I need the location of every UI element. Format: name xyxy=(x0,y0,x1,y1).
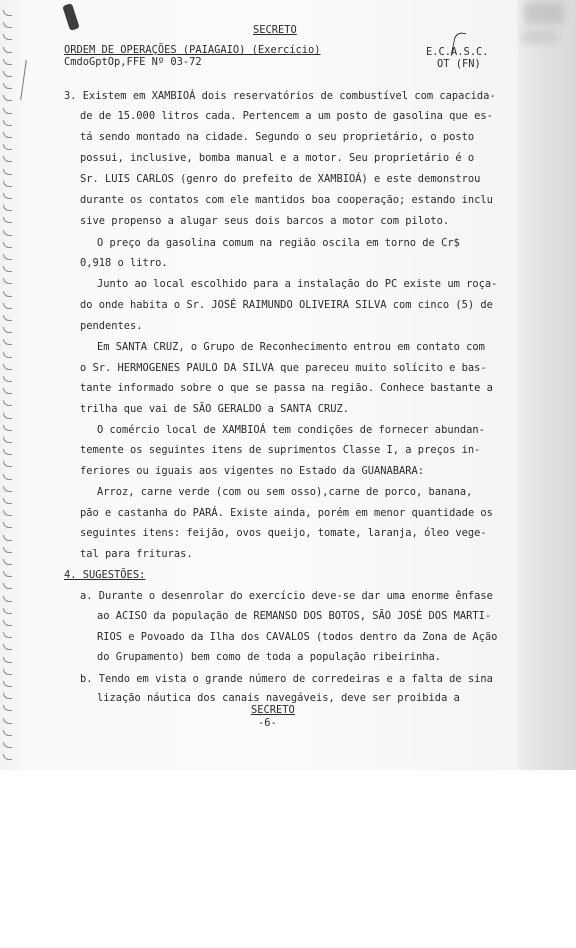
staple-mark xyxy=(62,3,80,31)
binder-ring xyxy=(3,522,12,528)
body-line: a. Durante o desenrolar do exercício deve-se dar uma enorme ênfase xyxy=(80,590,493,602)
binder-ring xyxy=(3,718,12,724)
binder-ring xyxy=(3,657,12,663)
binder-ring xyxy=(3,156,12,162)
body-line: do onde habita o Sr. JOSÉ RAIMUNDO OLIVEIRA SILVA com cinco (5) de xyxy=(80,299,493,311)
binder-ring xyxy=(3,608,12,614)
binder-ring xyxy=(3,498,12,504)
body-line: tante informado sobre o que se passa na região. Conhece bastante a xyxy=(80,382,493,394)
binder-ring xyxy=(3,461,12,467)
body-line: possui, inclusive, bomba manual e a motor. Seu proprietário é o xyxy=(80,152,475,164)
binder-ring xyxy=(3,474,12,480)
binder-ring xyxy=(3,449,12,455)
binder-ring xyxy=(3,47,12,53)
binder-ring xyxy=(3,547,12,553)
binder-ring xyxy=(3,620,12,626)
body-line: Arroz, carne verde (com ou sem osso),carne de porco, banana, xyxy=(97,486,473,498)
binder-ring xyxy=(3,266,12,272)
binder-ring xyxy=(3,693,12,699)
body-line: O preço da gasolina comum na região oscila em torno de Cr$ xyxy=(97,237,460,249)
body-line: pendentes. xyxy=(80,320,143,332)
binder-ring xyxy=(3,571,12,577)
binder-rings xyxy=(0,10,14,770)
body-line: tá sendo montado na cidade. Segundo o seu proprietário, o posto xyxy=(80,131,475,143)
binder-ring xyxy=(3,278,12,284)
body-line: lização náutica dos canais navegáveis, deve ser proibida a xyxy=(97,692,460,704)
blank-area xyxy=(0,770,576,948)
margin-pen-mark xyxy=(20,60,27,100)
binder-ring xyxy=(3,376,12,382)
binder-ring xyxy=(3,632,12,638)
body-line: Junto ao local escolhido para a instalação do PC existe um roça- xyxy=(97,278,498,290)
binder-ring xyxy=(3,510,12,516)
body-line: O comércio local de XAMBIOÁ tem condições de fornecer abundan- xyxy=(97,424,485,436)
body-line: 0,918 o litro. xyxy=(80,257,168,269)
binder-ring xyxy=(3,400,12,406)
body-line: Em SANTA CRUZ, o Grupo de Reconhecimento entrou em contato com xyxy=(97,341,485,353)
order-title: ORDEM DE OPERAÇÕES (PAIAGAIO) (Exercício) xyxy=(64,44,321,56)
binder-ring xyxy=(3,34,12,40)
binder-ring xyxy=(3,303,12,309)
body-line: do Grupamento) bem como de toda a população ribeirinha. xyxy=(97,651,442,663)
classification-bottom: SECRETO xyxy=(251,704,295,716)
body-line: 3. Existem em XAMBIOÁ dois reservatórios de combustível com capacida- xyxy=(64,90,496,102)
binder-ring xyxy=(3,120,12,126)
binder-ring xyxy=(3,205,12,211)
body-line: RIOS e Povoado da Ilha dos CAVALOS (todos dentro da Zona de Ação xyxy=(97,631,498,643)
binder-ring xyxy=(3,754,12,760)
binder-ring xyxy=(3,132,12,138)
binder-ring xyxy=(3,388,12,394)
binder-ring xyxy=(3,230,12,236)
body-line: feriores ou iguais aos vigentes no Estado da GUANABARA: xyxy=(80,465,425,477)
page-edge-shadow xyxy=(518,0,576,770)
binder-ring xyxy=(3,144,12,150)
body-line: Sr. LUIS CARLOS (genro do prefeito de XAMBIOÁ) e este demonstrou xyxy=(80,173,481,185)
binder-ring xyxy=(3,705,12,711)
order-number: CmdoGptOp,FFE Nº 03-72 xyxy=(64,56,202,68)
binder-ring xyxy=(3,242,12,248)
binder-ring xyxy=(3,486,12,492)
binder-ring xyxy=(3,413,12,419)
body-line: seguintes itens: feijão, ovos queijo, tomate, laranja, óleo vege- xyxy=(80,527,487,539)
body-line: pão e castanha do PARÁ. Existe ainda, porém em menor quantidade os xyxy=(80,507,493,519)
ref-code: E.C.A.S.C. xyxy=(426,46,489,58)
binder-ring xyxy=(3,730,12,736)
binder-ring xyxy=(3,327,12,333)
binder-ring xyxy=(3,108,12,114)
body-line: o Sr. HERMOGENES PAULO DA SILVA que pareceu muito solícito e bas- xyxy=(80,362,487,374)
ref-code-sub: OT (FN) xyxy=(437,58,481,70)
body-line: 4. SUGESTÕES: xyxy=(64,569,146,581)
body-line: b. Tendo em vista o grande número de corredeiras e a falta de sina xyxy=(80,673,493,685)
binder-ring xyxy=(3,669,12,675)
binder-ring xyxy=(3,217,12,223)
body-line: temente os seguintes itens de suprimentos Classe I, a preços in- xyxy=(80,444,481,456)
binder-ring xyxy=(3,644,12,650)
binder-ring xyxy=(3,22,12,28)
binder-ring xyxy=(3,59,12,65)
binder-ring xyxy=(3,169,12,175)
binder-ring xyxy=(3,10,12,16)
body-line: de de 15.000 litros cada. Pertencem a um posto de gasolina que es- xyxy=(80,110,493,122)
binder-ring xyxy=(3,181,12,187)
binder-ring xyxy=(3,254,12,260)
binder-ring xyxy=(3,339,12,345)
binder-ring xyxy=(3,315,12,321)
binder-ring xyxy=(3,559,12,565)
binder-ring xyxy=(3,95,12,101)
binder-ring xyxy=(3,83,12,89)
body-line: ao ACISO da população de REMANSO DOS BOTOS, SÃO JOSÉ DOS MARTI- xyxy=(97,610,492,622)
binder-ring xyxy=(3,596,12,602)
classification-top: SECRETO xyxy=(253,24,297,36)
binder-ring xyxy=(3,681,12,687)
binder-ring xyxy=(3,742,12,748)
binder-ring xyxy=(3,193,12,199)
binder-ring xyxy=(3,291,12,297)
binder-ring xyxy=(3,583,12,589)
binder-ring xyxy=(3,535,12,541)
binder-ring xyxy=(3,425,12,431)
body-line: durante os contatos com ele mantidos boa cooperação; estando inclu xyxy=(80,194,493,206)
binder-ring xyxy=(3,437,12,443)
binder-ring xyxy=(3,71,12,77)
page-number: -6- xyxy=(258,717,277,729)
body-line: tal para frituras. xyxy=(80,548,193,560)
binder-ring xyxy=(3,364,12,370)
body-line: trilha que vai de SÃO GERALDO a SANTA CRUZ. xyxy=(80,403,349,415)
binder-ring xyxy=(3,352,12,358)
body-line: sive propenso a alugar seus dois barcos a motor com piloto. xyxy=(80,215,450,227)
